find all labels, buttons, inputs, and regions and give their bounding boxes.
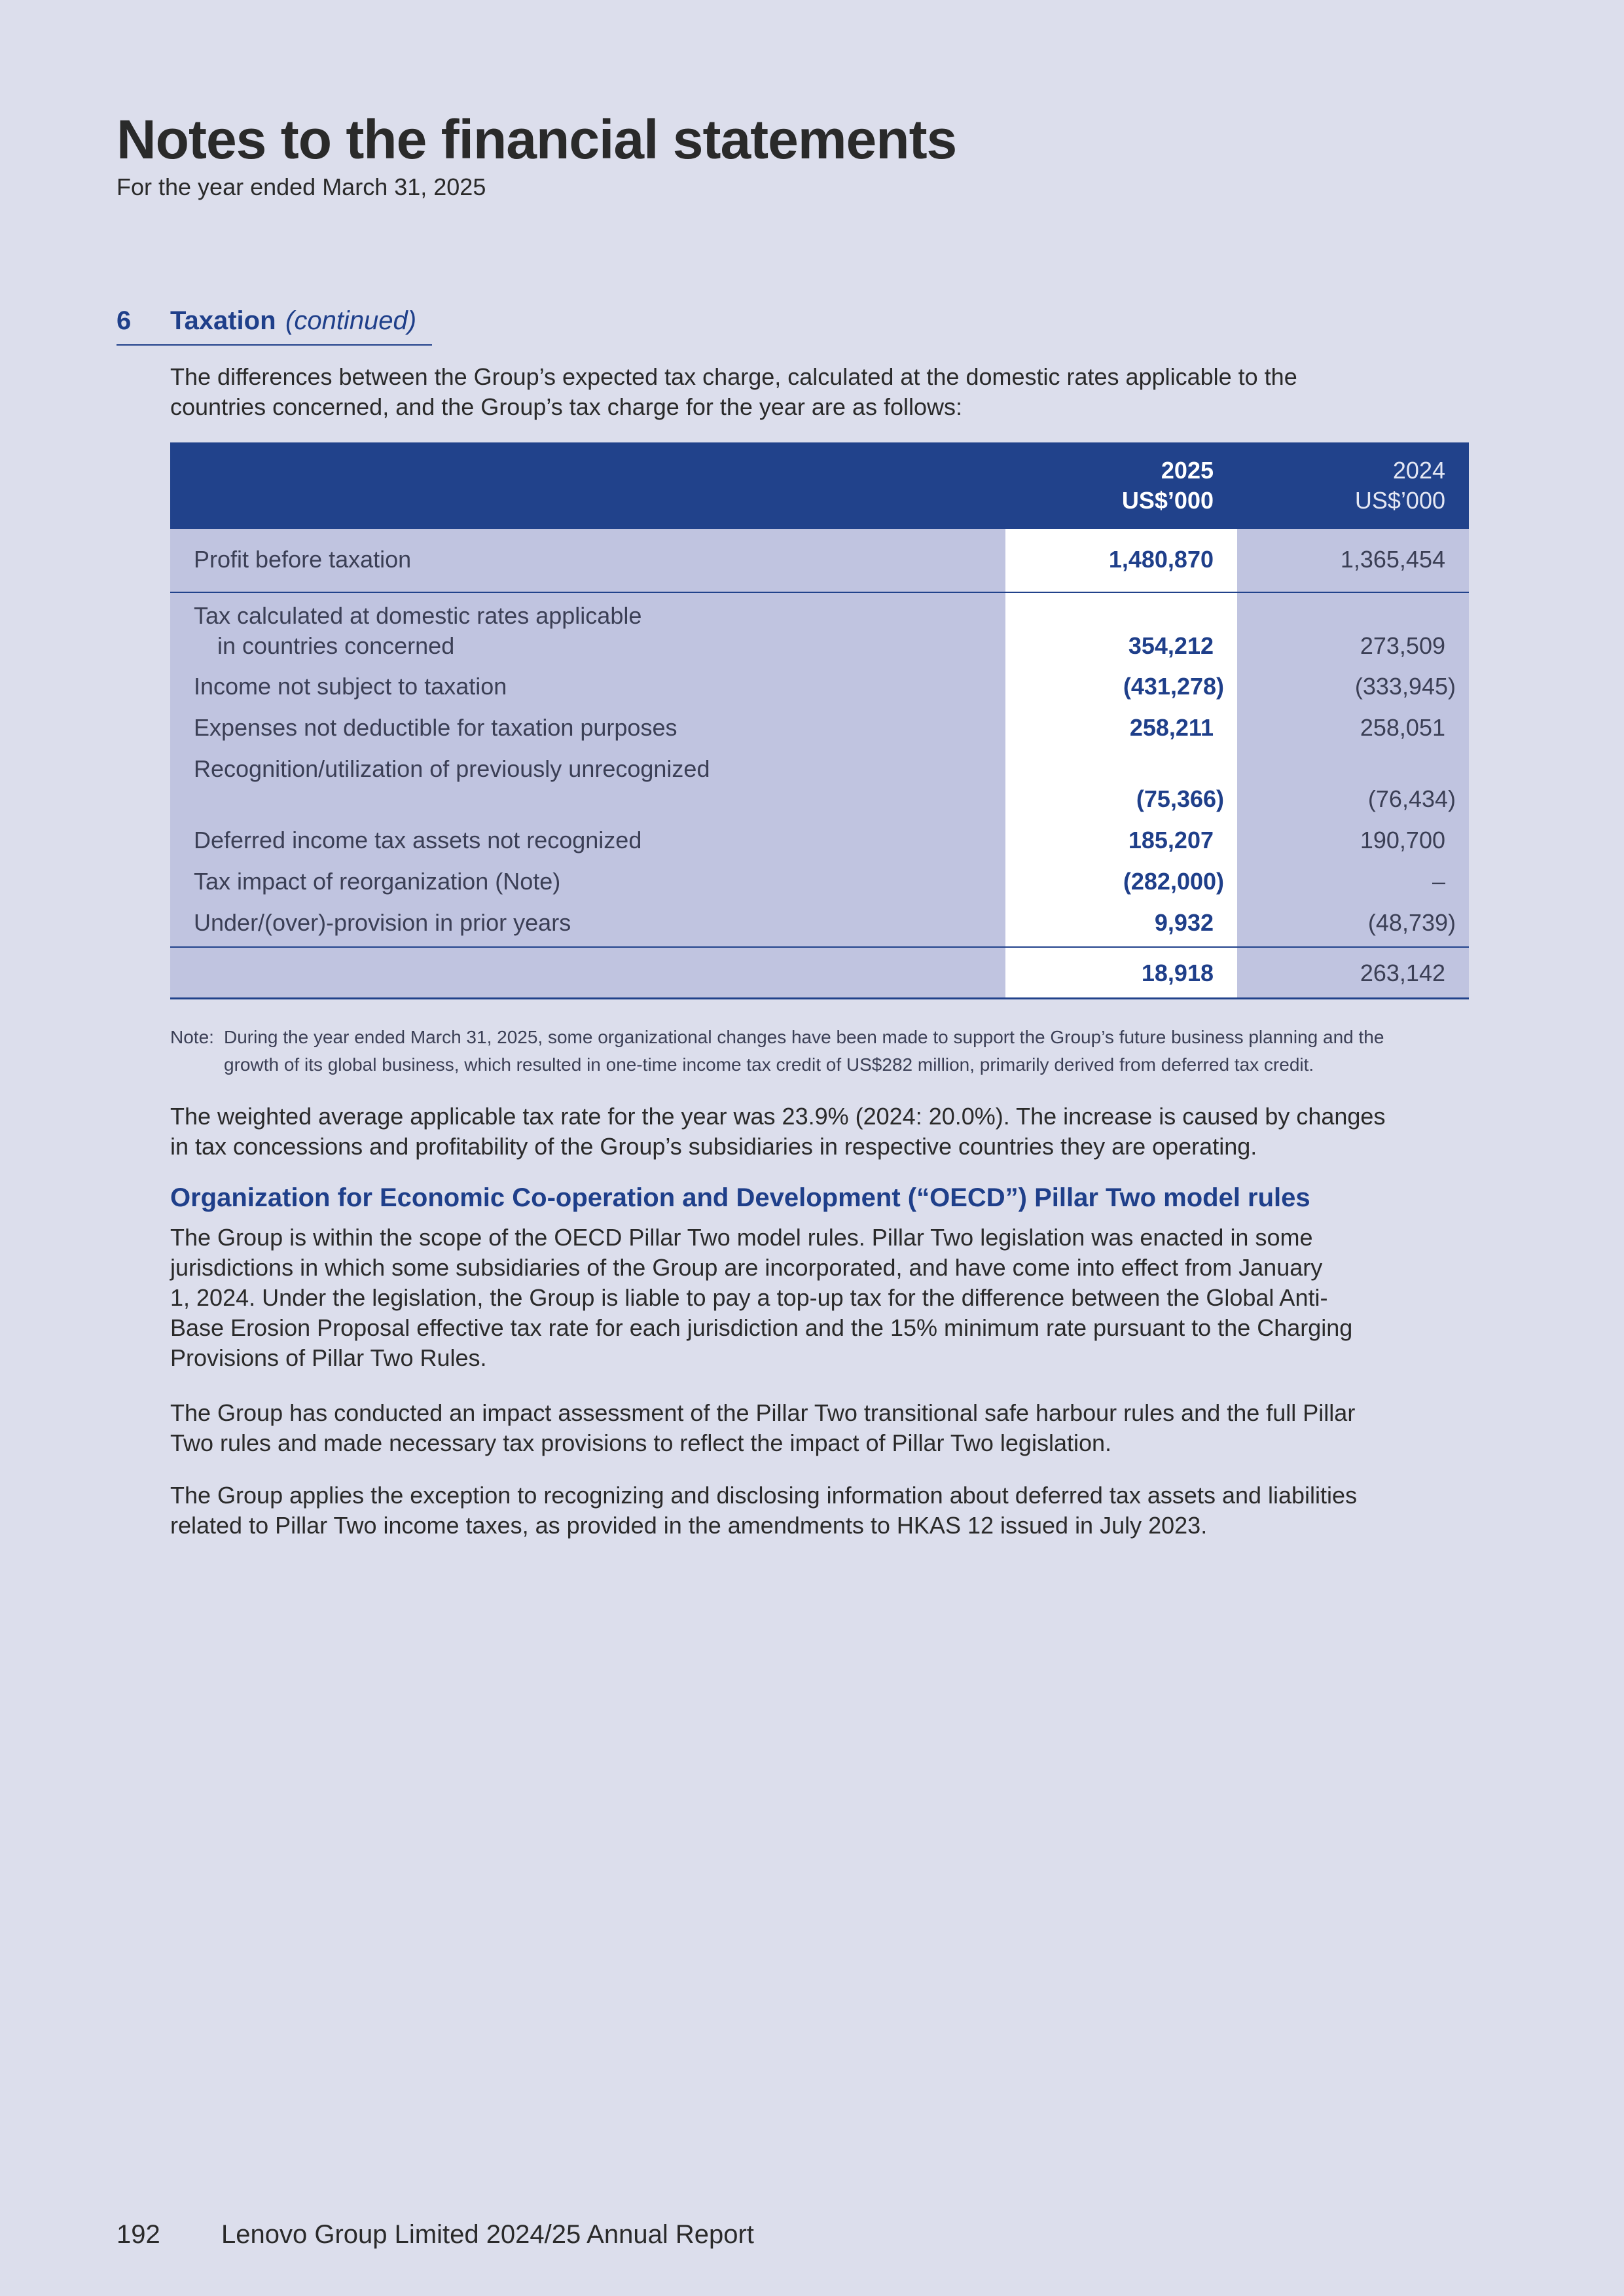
paragraph-line: Base Erosion Proposal effective tax rate for each jurisdiction and the 15% minimum rate pursuant to the Charging: [170, 1314, 1353, 1341]
oecd-paragraph-2: [170, 1398, 1479, 1458]
value-2024: 190,700: [1360, 827, 1445, 853]
value-2024: 273,509: [1360, 632, 1445, 659]
report-name: Lenovo Group Limited 2024/25 Annual Report: [221, 2220, 754, 2249]
section-number: 6: [117, 306, 132, 335]
column-unit: US$’000: [1121, 487, 1214, 514]
tax-rate-paragraph: [170, 1102, 1479, 1162]
column-year: 2024: [1392, 457, 1445, 484]
value-2025: 258,211: [1129, 714, 1214, 741]
paragraph-line: The weighted average applicable tax rate for the year was 23.9% (2024: 20.0%). The increase is caused by changes: [170, 1103, 1386, 1130]
paragraph-line: related to Pillar Two income taxes, as provided in the amendments to HKAS 12 issued in July 2023.: [170, 1512, 1208, 1539]
page-number: 192: [117, 2220, 160, 2249]
total-2025: 18,918: [1141, 960, 1214, 986]
paragraph-line: The Group applies the exception to recognizing and disclosing information about deferred tax assets and liabilities: [170, 1482, 1358, 1509]
oecd-heading: Organization for Economic Co-operation and Development (“OECD”) Pillar Two model rules: [170, 1183, 1310, 1212]
column-header-2024: [1237, 456, 1445, 516]
row-label: Profit before taxation: [194, 546, 412, 573]
paragraph-line: The Group is within the scope of the OECD Pillar Two model rules. Pillar Two legislation was enacted in some: [170, 1224, 1313, 1251]
label-line: Tax calculated at domestic rates applicable: [194, 602, 642, 629]
intro-paragraph: [170, 362, 1479, 422]
value-2025: (431,278): [1123, 673, 1224, 700]
paragraph-line: Two rules and made necessary tax provisions to reflect the impact of Pillar Two legislation.: [170, 1429, 1112, 1456]
paragraph-line: jurisdictions in which some subsidiaries of the Group are incorporated, and have come into effect from January: [170, 1254, 1323, 1281]
value-2024: 258,051: [1360, 714, 1445, 741]
label-line: in countries concerned: [217, 632, 455, 659]
total-2024: 263,142: [1360, 960, 1445, 986]
value-2025: 9,932: [1154, 909, 1214, 936]
row-label: [194, 601, 641, 661]
value-2025: 1,480,870: [1108, 546, 1214, 573]
page-subtitle: For the year ended March 31, 2025: [117, 173, 486, 200]
note-text: [224, 1024, 1481, 1079]
value-2024: (76,434): [1367, 785, 1456, 812]
column-unit: US$’000: [1354, 487, 1445, 514]
row-label: Income not subject to taxation: [194, 673, 507, 700]
label-line: Recognition/utilization of previously unrecognized: [194, 755, 710, 782]
note-line: During the year ended March 31, 2025, some organizational changes have been made to support the Group’s future business planning and the: [224, 1027, 1384, 1047]
paragraph-line: in tax concessions and profitability of the Group’s subsidiaries in respective countries they are operating.: [170, 1133, 1257, 1160]
row-label: Under/(over)-provision in prior years: [194, 909, 571, 936]
oecd-paragraph-1: [170, 1223, 1479, 1373]
value-2024: (48,739): [1367, 909, 1456, 936]
row-divider: [170, 592, 1469, 593]
value-2025: 185,207: [1128, 827, 1214, 853]
tax-reconciliation-table: [170, 442, 1469, 1000]
value-2024: (333,945): [1354, 673, 1456, 700]
value-2024: –: [1432, 868, 1445, 895]
note-line: growth of its global business, which resulted in one-time income tax credit of US$282 million, primarily derived from deferred tax credit.: [224, 1054, 1314, 1075]
intro-line: countries concerned, and the Group’s tax charge for the year are as follows:: [170, 393, 963, 420]
row-label: Expenses not deductible for taxation purposes: [194, 714, 677, 741]
section-continued: (continued): [285, 306, 417, 335]
column-header-2025: [1005, 456, 1214, 516]
section-title: Taxation: [170, 306, 276, 335]
value-2025: 354,212: [1128, 632, 1214, 659]
section-heading: [117, 306, 432, 346]
row-label: Tax impact of reorganization (Note): [194, 868, 561, 895]
page-title: Notes to the financial statements: [117, 109, 957, 170]
column-year: 2025: [1161, 457, 1214, 484]
value-2025: (75,366): [1136, 785, 1224, 812]
note-label: Note:: [170, 1027, 214, 1047]
paragraph-line: The Group has conducted an impact assessment of the Pillar Two transitional safe harbour rules and the full Pillar: [170, 1399, 1356, 1426]
value-2024: 1,365,454: [1340, 546, 1445, 573]
intro-line: The differences between the Group’s expected tax charge, calculated at the domestic rates applicable to the: [170, 363, 1297, 390]
row-label: Deferred income tax assets not recognized: [194, 827, 642, 853]
value-2025: (282,000): [1123, 868, 1224, 895]
total-divider-bottom: [170, 997, 1469, 999]
paragraph-line: 1, 2024. Under the legislation, the Group is liable to pay a top-up tax for the difference between the Global Anti-: [170, 1284, 1328, 1311]
paragraph-line: Provisions of Pillar Two Rules.: [170, 1344, 487, 1371]
oecd-paragraph-3: [170, 1480, 1479, 1541]
